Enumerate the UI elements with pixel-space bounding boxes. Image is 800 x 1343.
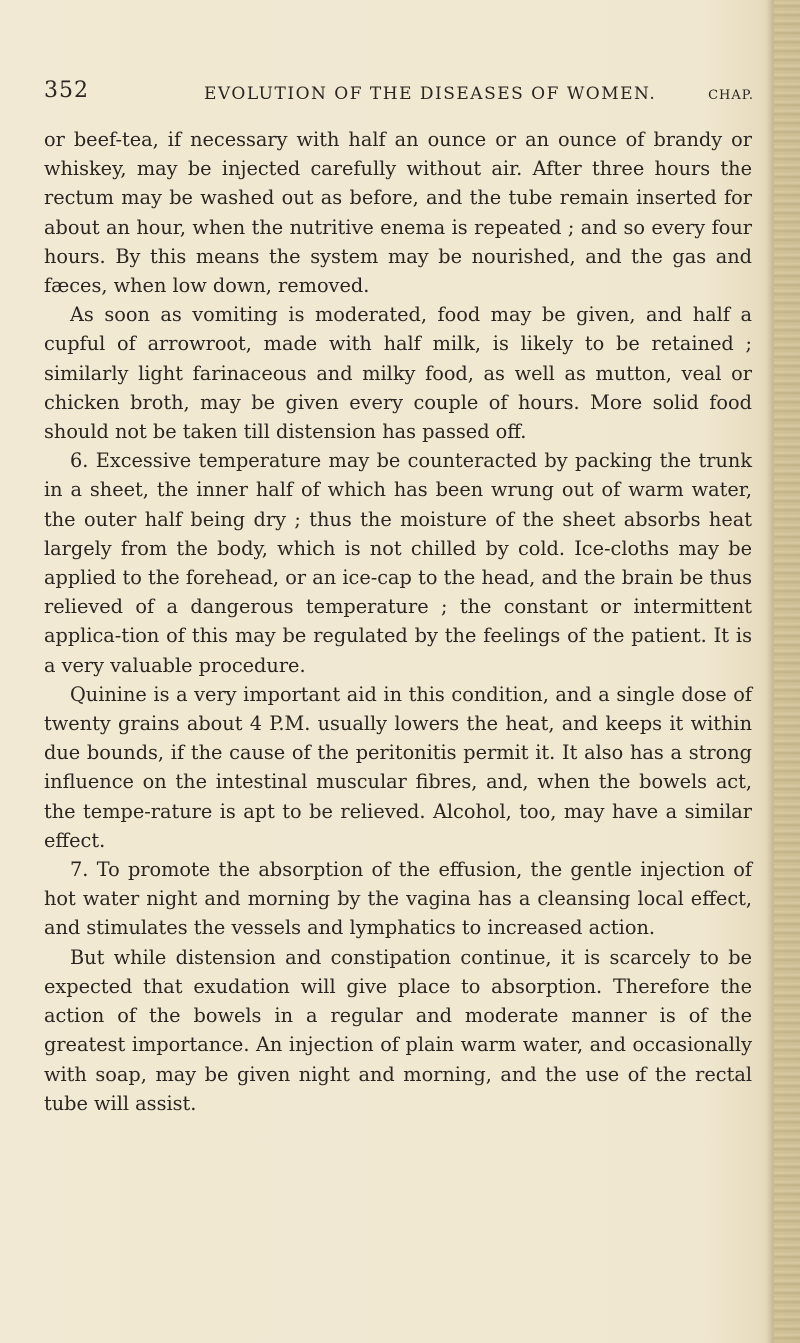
paragraph-2: As soon as vomiting is moderated, food may be given, and half a cupful of arrowroot, made with half milk, is likely to be retained ; similarly light farinaceous and milky food, as well as mutton, veal or chicken broth, may be given every couple of hours. More solid food should not be taken till distension has passed off. bbox=[44, 303, 752, 444]
running-head: EVOLUTION OF THE DISEASES OF WOMEN. bbox=[204, 84, 657, 104]
chapter-label: CHAP. bbox=[708, 88, 754, 103]
paragraph-6: But while distension and constipation continue, it is scarcely to be expected that exudation will give place to absorption. Therefore the action of the bowels in a regular and moderate manner is of the greatest importance. An injection of plain warm water, and occasionally with soap, may be given night and morning, and the use of the rectal tube will assist. bbox=[44, 945, 752, 1115]
paragraph-4: Quinine is a very important aid in this condition, and a single dose of twenty grains about 4 P.M. usually lowers the heat, and keeps it within due bounds, if the cause of the peritonitis permit it. It also has a strong influence on the intestinal muscular fibres, and, when the bowels act, the tempe-rature is apt to be relieved. Alcohol, too, may have a similar effect. bbox=[44, 682, 752, 852]
page-edge-shadow bbox=[766, 0, 774, 1343]
paragraph-3: 6. Excessive temperature may be counteracted by packing the trunk in a sheet, the inner half of which has been wrung out of warm water, the outer half being dry ; thus the moisture of the sheet absorbs heat largely from the body, which is not chilled by cold. Ice-cloths may be applied to the forehead, or an ice-cap to the head, and the brain be thus relieved of a dangerous temperature ; the constant or intermittent applica-tion of this may be regulated by the feelings of the patient. It is a very valuable procedure. bbox=[44, 449, 752, 677]
page-header bbox=[44, 78, 760, 118]
paragraph-5: 7. To promote the absorption of the effusion, the gentle injection of hot water night and morning by the vagina has a cleansing local effect, and stimulates the vessels and lymphatics to increased action. bbox=[44, 858, 752, 940]
paragraph-1: or beef-tea, if necessary with half an ounce or an ounce of brandy or whiskey, may be injected carefully without air. After three hours the rectum may be washed out as before, and the tube remain inserted for about an hour, when the nutritive enema is repeated ; and so every four hours. By this means the system may be nourished, and the gas and fæces, when low down, removed. bbox=[44, 128, 752, 298]
page-number: 352 bbox=[44, 78, 89, 103]
page-edge bbox=[774, 0, 800, 1343]
body-text bbox=[44, 125, 752, 1118]
